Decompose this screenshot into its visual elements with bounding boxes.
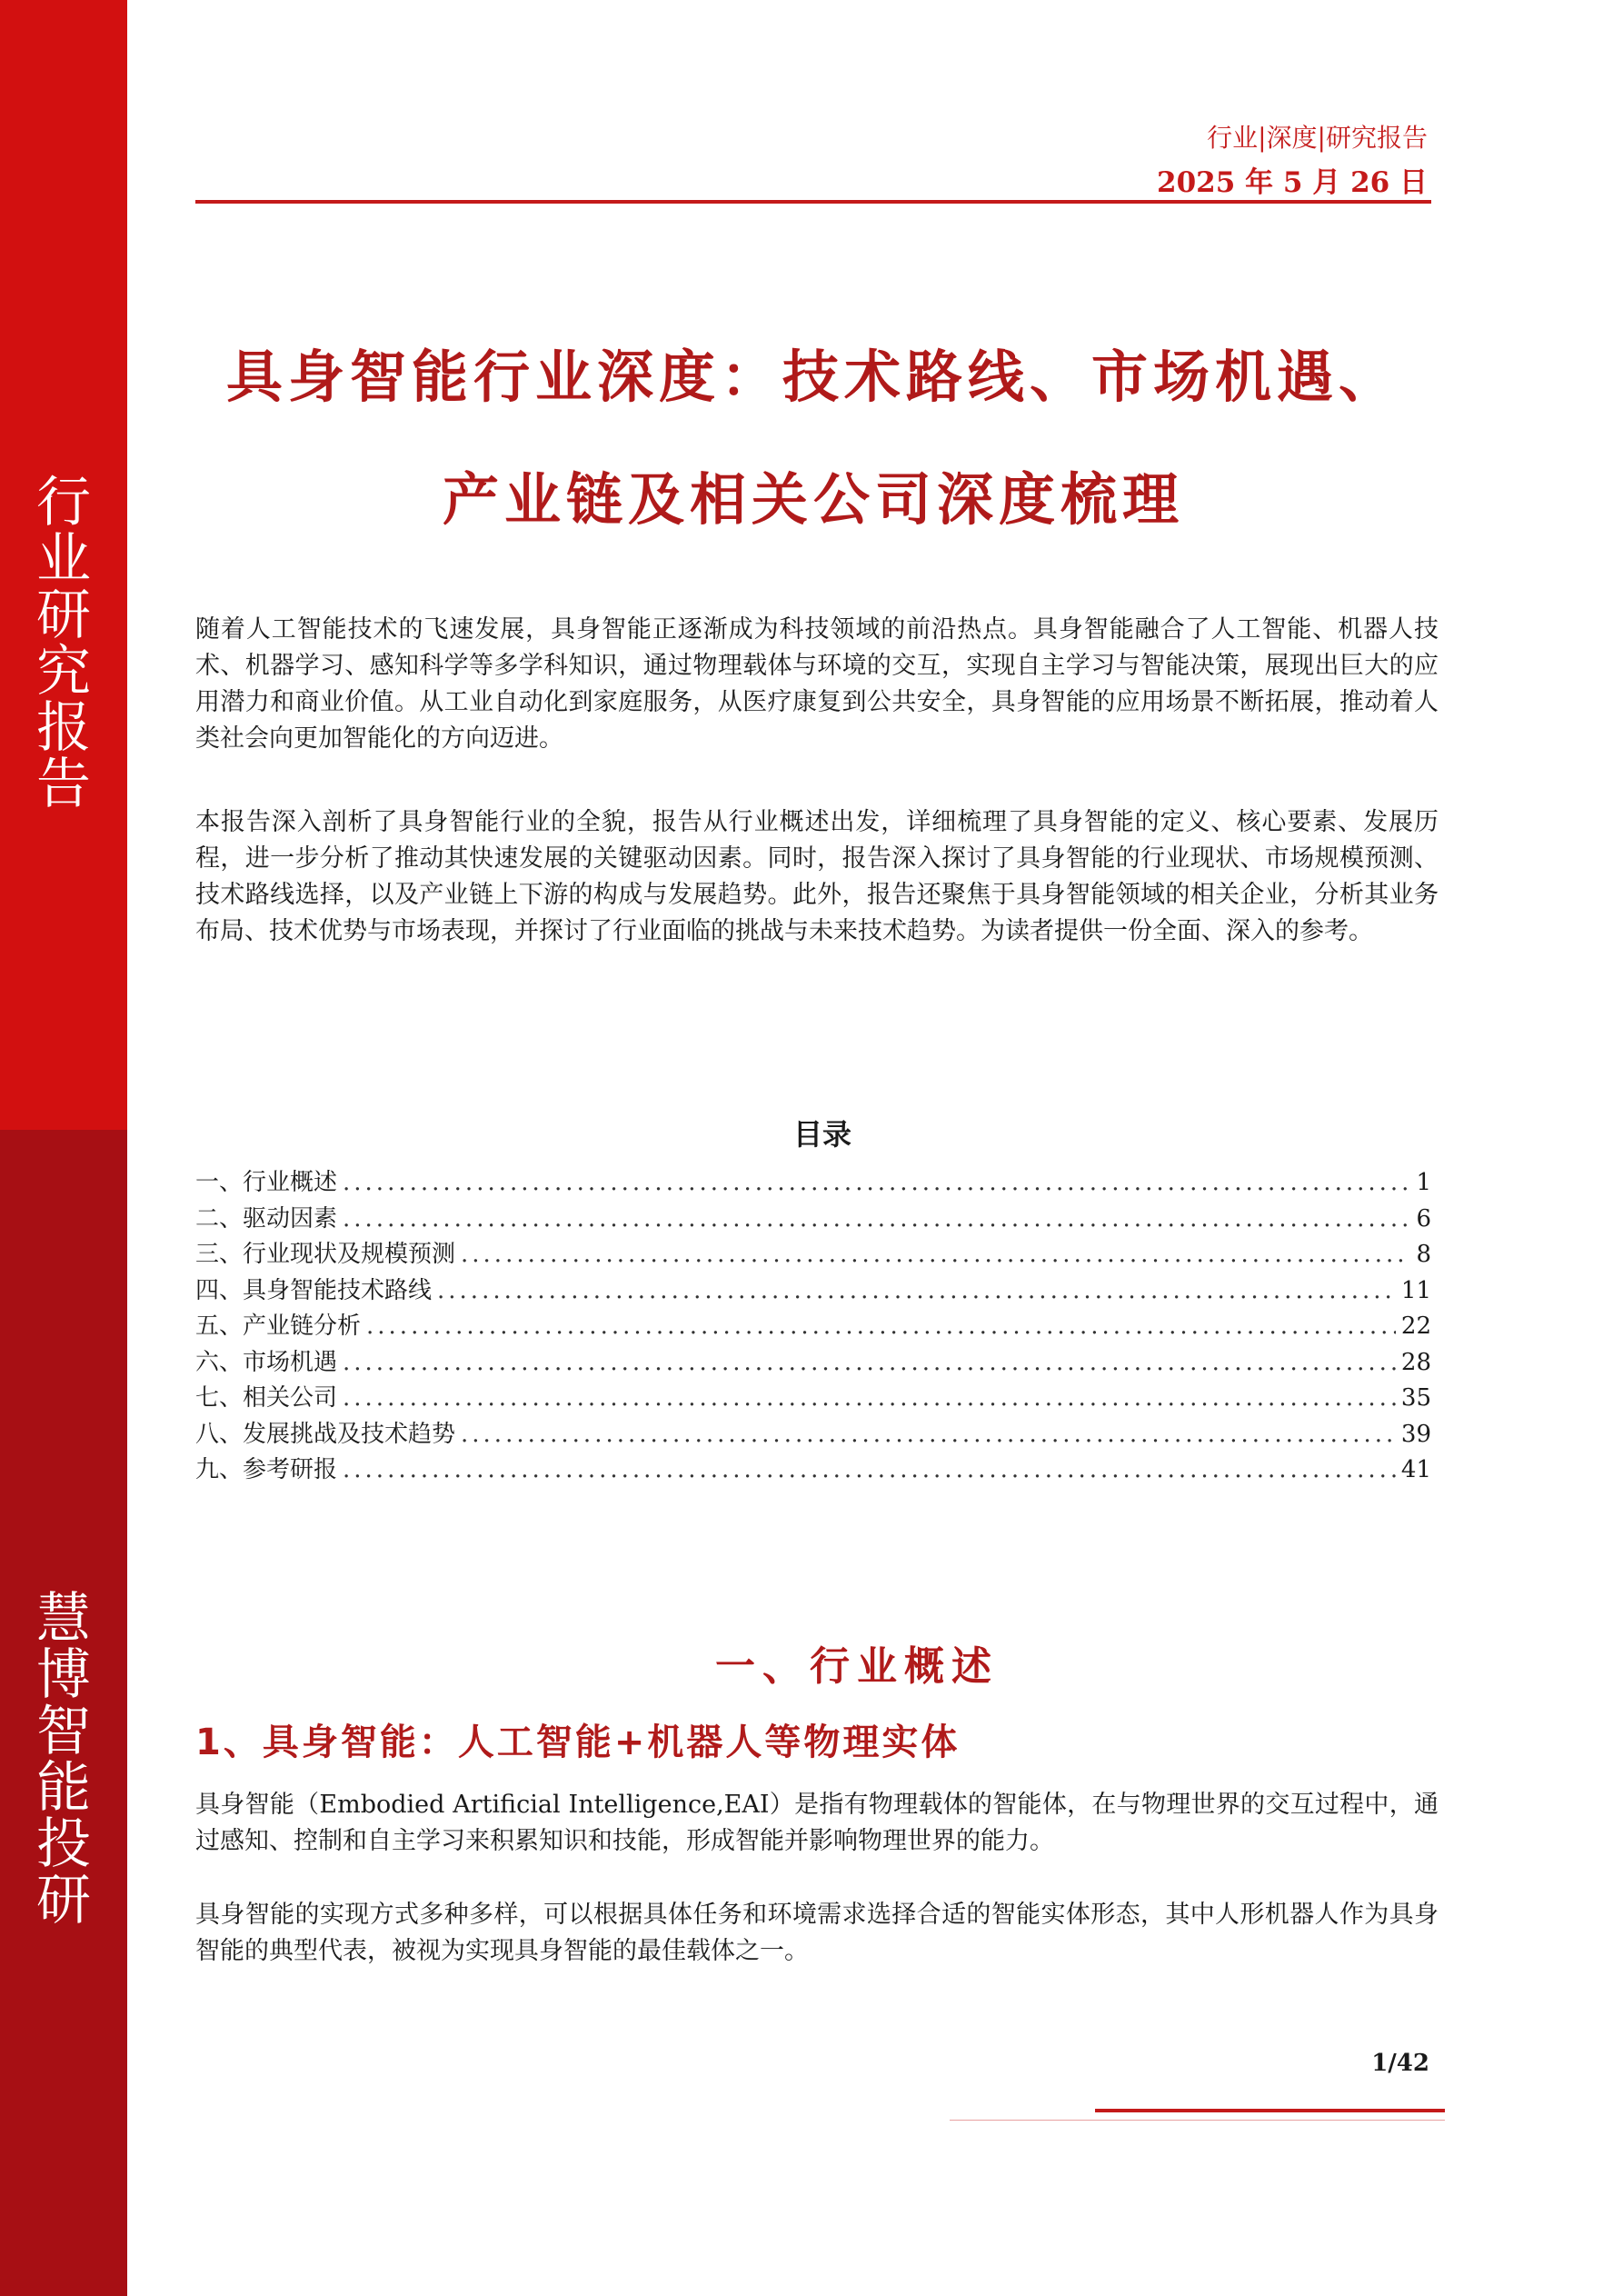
toc-leader-dots xyxy=(343,1349,1396,1376)
toc-entry-page: 22 xyxy=(1400,1313,1431,1340)
toc-entry-page: 35 xyxy=(1400,1384,1431,1412)
toc-entry[interactable] xyxy=(195,1379,1431,1415)
toc-entry-page: 6 xyxy=(1416,1204,1431,1233)
toc-leader-dots xyxy=(343,1205,1410,1233)
toc-entry[interactable] xyxy=(195,1343,1431,1380)
report-title-line2: 产业链及相关公司深度梳理 xyxy=(442,466,1184,533)
toc-entry[interactable] xyxy=(195,1200,1431,1236)
report-title-line1: 具身智能行业深度：技术路线、市场机遇、 xyxy=(225,344,1400,410)
toc-leader-dots xyxy=(437,1277,1396,1304)
toc-entry-page: 11 xyxy=(1400,1276,1431,1304)
toc-entry-label: 四、具身智能技术路线 xyxy=(195,1276,433,1304)
header-category: 行业|深度|研究报告 xyxy=(1207,123,1428,153)
toc-leader-dots xyxy=(461,1241,1410,1268)
toc-leader-dots xyxy=(343,1384,1396,1412)
intro-paragraph-2: 本报告深入剖析了具身智能行业的全貌，报告从行业概述出发，详细梳理了具身智能的定义、核心要素、发展历程，进一步分析了推动其快速发展的关键驱动因素。同时，报告深入探讨了具身智能的行业现状、市场规模预测、技术路线选择，以及产业链上下游的构成与发展趋势。此外，报告还聚焦于具身智能领域的相关企业，分析其业务布局、技术优势与市场表现，并探讨了行业面临的挑战与未来技术趋势。为读者提供一份全面、深入的参考。 xyxy=(195,808,1439,945)
toc-entry[interactable] xyxy=(195,1163,1431,1200)
footer-rule-thin xyxy=(950,2120,1445,2121)
toc-leader-dots xyxy=(366,1313,1396,1340)
toc-title: 目录 xyxy=(792,1117,851,1152)
toc-entry[interactable] xyxy=(195,1272,1431,1308)
toc-leader-dots xyxy=(343,1169,1410,1196)
section-paragraph-2: 具身智能的实现方式多种多样，可以根据具体任务和环境需求选择合适的智能实体形态，其中人形机器人作为具身智能的典型代表，被视为实现具身智能的最佳载体之一。 xyxy=(195,1901,1439,1965)
toc-entry[interactable] xyxy=(195,1235,1431,1272)
sidebar-label-brand: 慧 博 智 能 投 研 xyxy=(36,1587,91,1932)
toc-entry-page: 1 xyxy=(1416,1169,1431,1196)
toc-entry-page: 8 xyxy=(1416,1241,1431,1268)
toc-entry[interactable] xyxy=(195,1307,1431,1343)
table-of-contents xyxy=(195,1163,1431,1487)
header-date: 2025 年 5 月 26 日 xyxy=(1157,166,1428,199)
toc-entry-label: 九、参考研报 xyxy=(195,1456,338,1483)
toc-entry[interactable] xyxy=(195,1415,1431,1452)
header-divider xyxy=(195,200,1431,204)
toc-entry-label: 八、发展挑战及技术趋势 xyxy=(195,1420,456,1448)
toc-entry-page: 41 xyxy=(1400,1456,1431,1483)
section-paragraph-1: 具身智能（Embodied Artificial Intelligence,EAI）是指有物理载体的智能体，在与物理世界的交互过程中，通过感知、控制和自主学习来积累知识和技能，形成智能并影响物理世界的能力。 xyxy=(195,1791,1439,1855)
footer-rule-thick xyxy=(1095,2109,1445,2112)
toc-entry-page: 28 xyxy=(1400,1348,1431,1376)
toc-entry-label: 一、行业概述 xyxy=(195,1169,338,1196)
sidebar-label-report-type: 行 业 研 究 报 告 xyxy=(36,471,91,816)
subsection-heading: 1、具身智能：人工智能+机器人等物理实体 xyxy=(195,1722,961,1763)
toc-entry[interactable] xyxy=(195,1451,1431,1487)
toc-entry-label: 三、行业现状及规模预测 xyxy=(195,1241,456,1268)
intro-paragraph-1: 随着人工智能技术的飞速发展，具身智能正逐渐成为科技领域的前沿热点。具身智能融合了人工智能、机器人技术、机器学习、感知科学等多学科知识，通过物理载体与环境的交互，实现自主学习与智能决策，展现出巨大的应用潜力和商业价值。从工业自动化到家庭服务，从医疗康复到公共安全，具身智能的应用场景不断拓展，推动着人类社会向更加智能化的方向迈进。 xyxy=(195,615,1439,753)
toc-entry-label: 二、驱动因素 xyxy=(195,1204,338,1233)
toc-entry-label: 七、相关公司 xyxy=(195,1384,338,1412)
page-number: 1/42 xyxy=(1371,2050,1429,2077)
toc-entry-page: 39 xyxy=(1400,1420,1431,1448)
section-heading: 一、行业概述 xyxy=(715,1643,999,1690)
toc-entry-label: 六、市场机遇 xyxy=(195,1348,338,1376)
toc-entry-label: 五、产业链分析 xyxy=(195,1313,362,1340)
toc-leader-dots xyxy=(461,1421,1396,1448)
toc-leader-dots xyxy=(343,1456,1396,1483)
